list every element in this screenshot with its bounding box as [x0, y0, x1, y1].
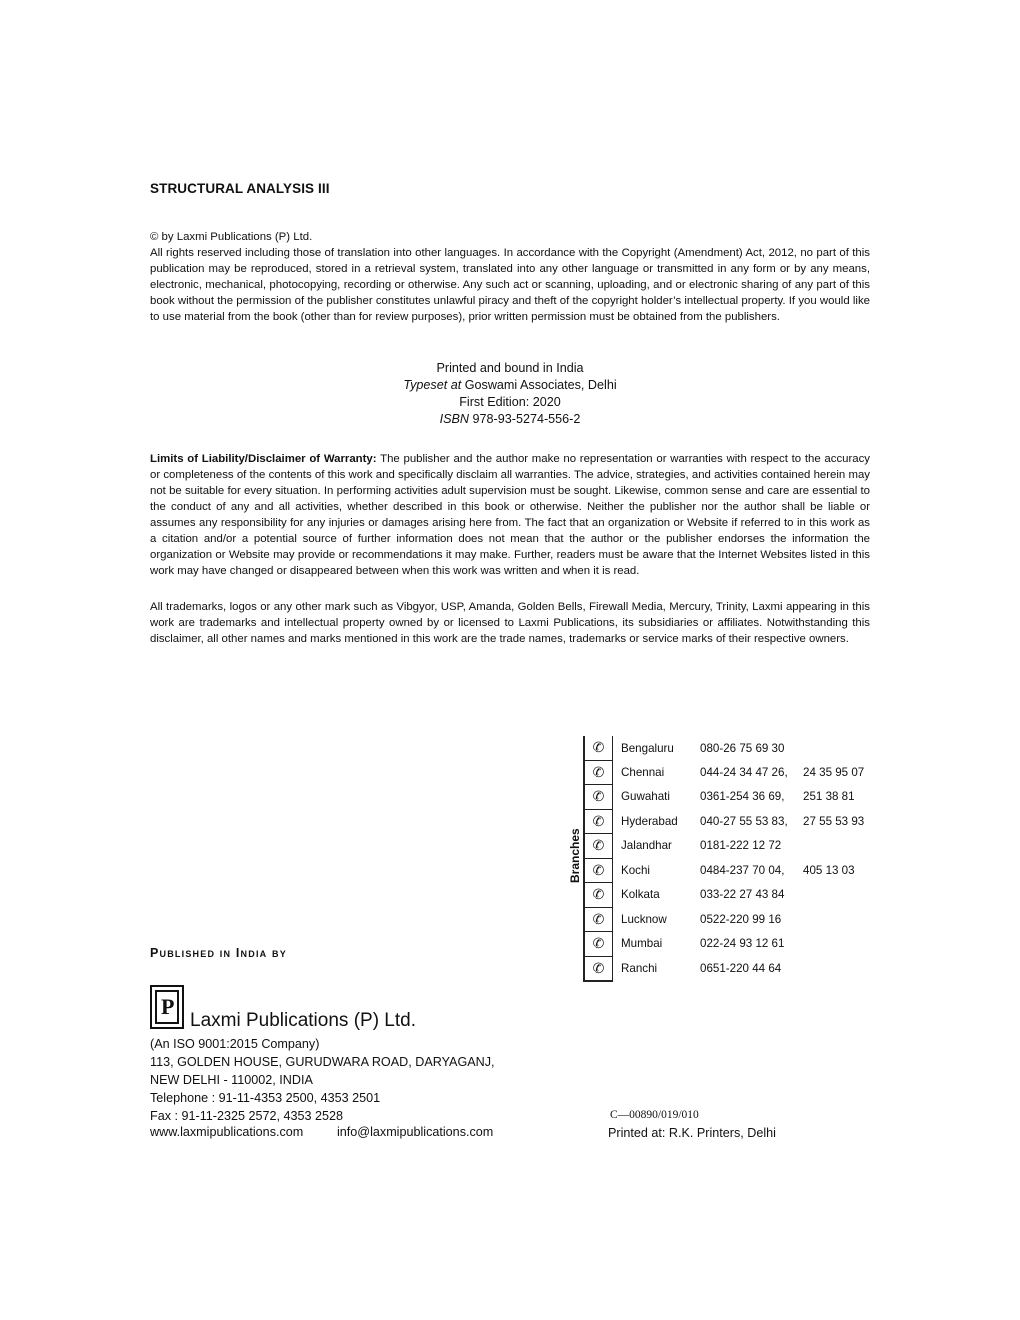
printer-line: Printed at: R.K. Printers, Delhi — [608, 1126, 776, 1140]
phone-icon: ✆ — [584, 785, 613, 810]
phone-icon: ✆ — [584, 858, 613, 883]
phone-icon: ✆ — [584, 736, 613, 760]
branch-phone-2: 27 55 53 93 — [803, 814, 865, 828]
imprint-block — [150, 360, 870, 428]
branch-city: Bengaluru — [621, 741, 674, 755]
branch-row — [584, 834, 873, 859]
branch-phone-2 — [803, 907, 873, 932]
branch-phone-1: 040-27 55 53 83, — [700, 814, 788, 828]
website-link[interactable]: www.laxmipublications.com — [150, 1125, 304, 1139]
branch-phone-1: 044-24 34 47 26, — [700, 765, 788, 779]
branch-phone-1: 0181-222 12 72 — [700, 839, 782, 853]
disclaimer-heading: Limits of Liability/Disclaimer of Warranty: — [150, 453, 377, 465]
publisher-logo — [150, 985, 184, 1029]
branches-table — [583, 736, 874, 982]
branch-phone-1: 033-22 27 43 84 — [700, 888, 785, 902]
disclaimer-paragraph — [150, 451, 870, 579]
book-title: STRUCTURAL ANALYSIS III — [150, 181, 330, 196]
branch-phone-2: 251 38 81 — [803, 790, 855, 804]
address-line-2: NEW DELHI - 110002, INDIA — [150, 1073, 313, 1087]
phone-icon: ✆ — [584, 760, 613, 785]
trademarks-paragraph: All trademarks, logos or any other mark such as Vibgyor, USP, Amanda, Golden Bells, Firewall Media, Mercury, Trinity, Laxmi appearing in this work are trademarks and intellectual property owned by or licensed to Laxmi Publications, its subsidiaries or affiliates. Notwithstanding this disclaimer, all other names and marks mentioned in this work are the trade names, trademarks or service marks of their respective owners. — [150, 601, 870, 645]
phone-icon: ✆ — [584, 932, 613, 957]
logo-frame — [155, 990, 179, 1024]
telephone-line: Telephone : 91-11-4353 2500, 4353 2501 — [150, 1091, 381, 1105]
branch-city: Mumbai — [621, 937, 663, 951]
branch-city: Ranchi — [621, 962, 658, 975]
branch-city: Lucknow — [621, 912, 667, 926]
publisher-address — [150, 1035, 495, 1125]
phone-icon: ✆ — [584, 907, 613, 932]
typeset-label: Typeset at — [403, 378, 462, 392]
branch-city: Guwahati — [621, 790, 670, 804]
branch-phone-2 — [803, 834, 873, 859]
branch-city: Jalandhar — [621, 839, 672, 853]
isbn-value: 978-93-5274-556-2 — [472, 412, 581, 426]
iso-line: (An ISO 9001:2015 Company) — [150, 1037, 320, 1051]
branch-phone-1: 0651-220 44 64 — [700, 962, 782, 975]
branch-phone-2 — [803, 932, 873, 957]
branch-row — [584, 907, 873, 932]
branch-phone-1: 022-24 93 12 61 — [700, 937, 785, 951]
address-line-1: 113, GOLDEN HOUSE, GURUDWARA ROAD, DARYAGANJ, — [150, 1055, 495, 1069]
typeset-line — [150, 377, 870, 394]
copyright-line: © by Laxmi Publications (P) Ltd. — [150, 231, 313, 243]
branch-city: Kolkata — [621, 888, 660, 902]
disclaimer-text: The publisher and the author make no representation or warranties with respect to the accuracy or completeness of the contents of this work and specifically disclaim all warranties. The advice, strategies, and activities contained herein may not be suitable for every situation. In performing activities adult supervision must be sought. Likewise, common sense and care are essential to the conduct of any and all activities, whether described in this book or otherwise. Neither the publisher nor the author shall be liable or assumes any responsibility for any injuries or damages arising here from. The fact that an organization or Website if referred to in this work as a citation and/or a potential source of further information does not mean that the author or the publisher endorses the information the organization or Website may provide or recommendations it may make. Further, readers must be aware that the Internet Websites listed in this work may have changed or disappeared between when this work was written and when it is read. — [150, 453, 870, 577]
branch-row — [584, 956, 873, 981]
rights-section — [150, 229, 870, 325]
branch-row — [584, 809, 873, 834]
printed-line: Printed and bound in India — [436, 361, 584, 375]
branch-phone-2: 405 13 03 — [803, 863, 855, 877]
branch-row — [584, 736, 873, 760]
logo-letter: P — [161, 994, 175, 1019]
branch-row — [584, 883, 873, 908]
published-by-heading: Published in India by — [150, 946, 287, 960]
rights-paragraph: All rights reserved including those of translation into other languages. In accordance with the Copyright (Amendment) Act, 2012, no part of this publication may be reproduced, stored in a retrieval system, translated into any other language or transmitted in any form or by any means, electronic, mechanical, photocopying, recording or otherwise. Any such act or scanning, uploading, and or electronic sharing of any part of this book without the permission of the publisher constitutes unlawful piracy and theft of the copyright holder’s intellectual property. If you would like to use material from the book (other than for review purposes), prior written permission must be obtained from the publishers. — [150, 247, 870, 323]
branches-label: Branches — [568, 828, 582, 883]
fax-line: Fax : 91-11-2325 2572, 4353 2528 — [150, 1109, 344, 1123]
branch-city: Hyderabad — [621, 814, 678, 828]
book-code: C—00890/019/010 — [610, 1109, 699, 1121]
branch-phone-1: 0522-220 99 16 — [700, 912, 782, 926]
branch-phone-2 — [803, 883, 873, 908]
branch-row — [584, 785, 873, 810]
publisher-name: Laxmi Publications (P) Ltd. — [190, 1010, 416, 1031]
isbn-line — [150, 411, 870, 428]
branch-city: Kochi — [621, 863, 651, 877]
phone-icon: ✆ — [584, 956, 613, 981]
email-link[interactable]: info@laxmipublications.com — [337, 1125, 494, 1139]
edition-line: First Edition: 2020 — [459, 395, 561, 409]
branch-row — [584, 760, 873, 785]
branch-city: Chennai — [621, 765, 665, 779]
phone-icon: ✆ — [584, 834, 613, 859]
phone-icon: ✆ — [584, 883, 613, 908]
branch-phone-2 — [803, 736, 873, 760]
branch-phone-2: 24 35 95 07 — [803, 765, 865, 779]
branch-row — [584, 932, 873, 957]
branch-row — [584, 858, 873, 883]
branch-phone-1: 080-26 75 69 30 — [700, 741, 785, 755]
phone-icon: ✆ — [584, 809, 613, 834]
branch-phone-1: 0361-254 36 69, — [700, 790, 785, 804]
branch-phone-1: 0484-237 70 04, — [700, 863, 785, 877]
typeset-value: Goswami Associates, Delhi — [464, 378, 617, 392]
branch-phone-2 — [803, 956, 873, 981]
isbn-label: ISBN — [439, 412, 470, 426]
